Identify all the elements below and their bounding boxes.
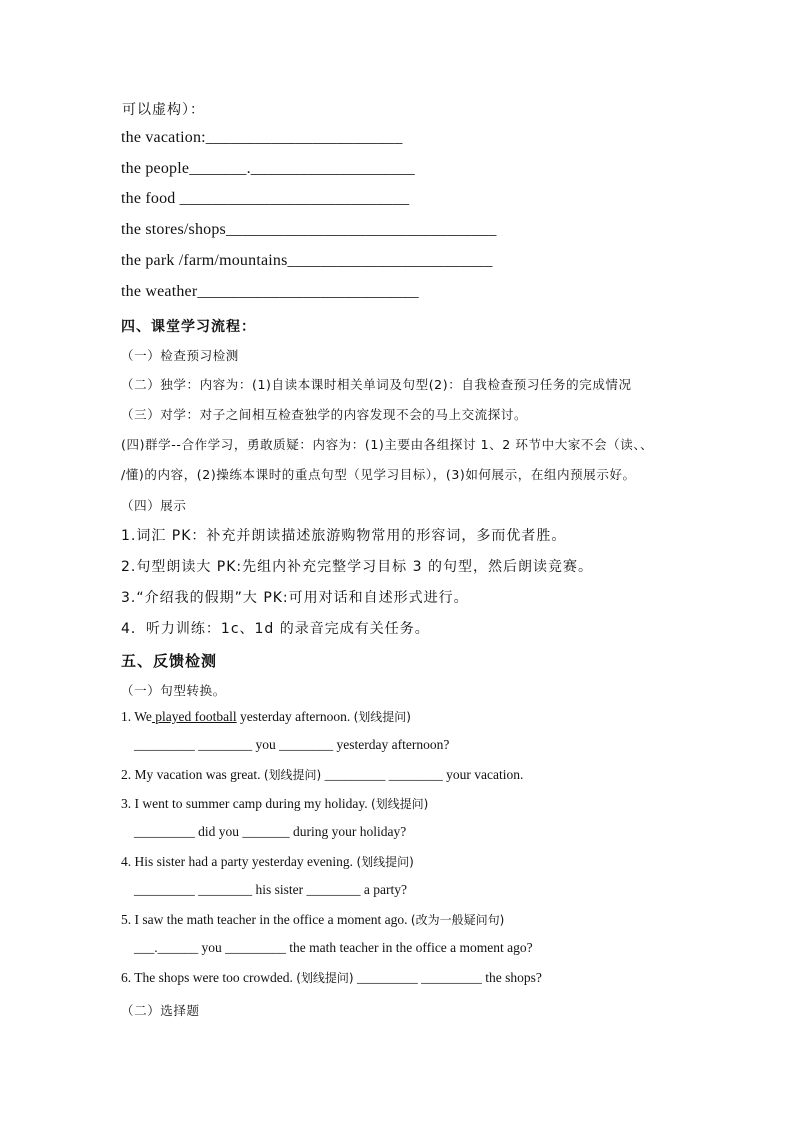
step-1: （一）检查预习检测 xyxy=(121,348,239,363)
prompt-vacation: the vacation:________________________ xyxy=(121,129,403,146)
question-1 xyxy=(121,708,411,725)
q1-prefix: 1. We xyxy=(121,709,152,724)
q5-note: (改为一般疑问句) xyxy=(410,913,505,927)
step-2: （二）独学：内容为：(1)自读本课时相关单词及句型(2)：自我检查预习任务的完成情况 xyxy=(121,377,632,392)
q2-blanks: _________ ________ your vacation. xyxy=(321,767,524,782)
question-4 xyxy=(121,853,414,870)
activity-1: 1.词汇 PK：补充并朗读描述旅游购物常用的形容词，多而优者胜。 xyxy=(121,528,567,544)
q2-note: (划线提问) xyxy=(263,768,322,782)
activity-4: 4．听力训练：1c、1d 的录音完成有关任务。 xyxy=(121,621,430,637)
q3-note: (划线提问) xyxy=(370,797,429,811)
prompt-stores: the stores/shops_________________________________ xyxy=(121,221,497,238)
step-5: （四）展示 xyxy=(121,498,187,513)
question-3 xyxy=(121,795,428,812)
section5-heading: 五、反馈检测 xyxy=(121,652,218,670)
activity-3: 3.“介绍我的假期”大 PK:可用对话和自述形式进行。 xyxy=(121,590,469,606)
q5-text: 5. I saw the math teacher in the office a moment ago. xyxy=(121,912,411,927)
prompt-weather: the weather___________________________ xyxy=(121,283,419,300)
question-2 xyxy=(121,766,523,783)
answer-4: _________ ________ his sister ________ a party? xyxy=(134,882,407,897)
q4-note: (划线提问) xyxy=(356,855,414,869)
q6-text: 6. The shops were too crowded. xyxy=(121,970,297,985)
q1-note: (划线提问) xyxy=(353,710,411,724)
step-4-cont: /懂)的内容，(2)操练本课时的重点句型（见学习目标），(3)如何展示，在组内预展示好。 xyxy=(121,467,636,482)
question-5 xyxy=(121,911,504,928)
q6-note: (划线提问) xyxy=(296,971,354,985)
prompt-park: the park /farm/mountains_________________________ xyxy=(121,252,493,269)
step-3: （三）对学：对子之间相互检查独学的内容发现不会的马上交流探讨。 xyxy=(121,407,528,422)
part2-title: （二）选择题 xyxy=(121,1003,200,1018)
section4-heading: 四、课堂学习流程： xyxy=(121,319,256,335)
q4-text: 4. His sister had a party yesterday evening. xyxy=(121,854,357,869)
step-4: (四)群学--合作学习，勇敢质疑：内容为：(1)主要由各组探讨 1、2 环节中大家不会（读、、 xyxy=(121,437,654,452)
answer-1: _________ ________ you ________ yesterday afternoon? xyxy=(134,737,450,752)
q1-rest: yesterday afternoon. xyxy=(236,709,354,724)
activity-2: 2.句型朗读大 PK:先组内补充完整学习目标 3 的句型，然后朗读竞赛。 xyxy=(121,559,593,575)
answer-3: _________ did you _______ during your holiday? xyxy=(134,824,407,839)
prompt-food: the food ____________________________ xyxy=(121,190,410,207)
q1-underlined: played football xyxy=(151,709,237,724)
answer-5: ___.______ you _________ the math teacher in the office a moment ago? xyxy=(134,940,533,955)
q6-blanks: _________ _________ the shops? xyxy=(353,970,542,985)
part1-title: （一）句型转换。 xyxy=(121,683,226,698)
question-6 xyxy=(121,969,542,986)
q3-text: 3. I went to summer camp during my holiday. xyxy=(121,796,371,811)
q2-text: 2. My vacation was great. xyxy=(121,767,264,782)
intro-tail: 可以虚构）： xyxy=(122,102,205,118)
prompt-people: the people_______.____________________ xyxy=(121,160,415,177)
